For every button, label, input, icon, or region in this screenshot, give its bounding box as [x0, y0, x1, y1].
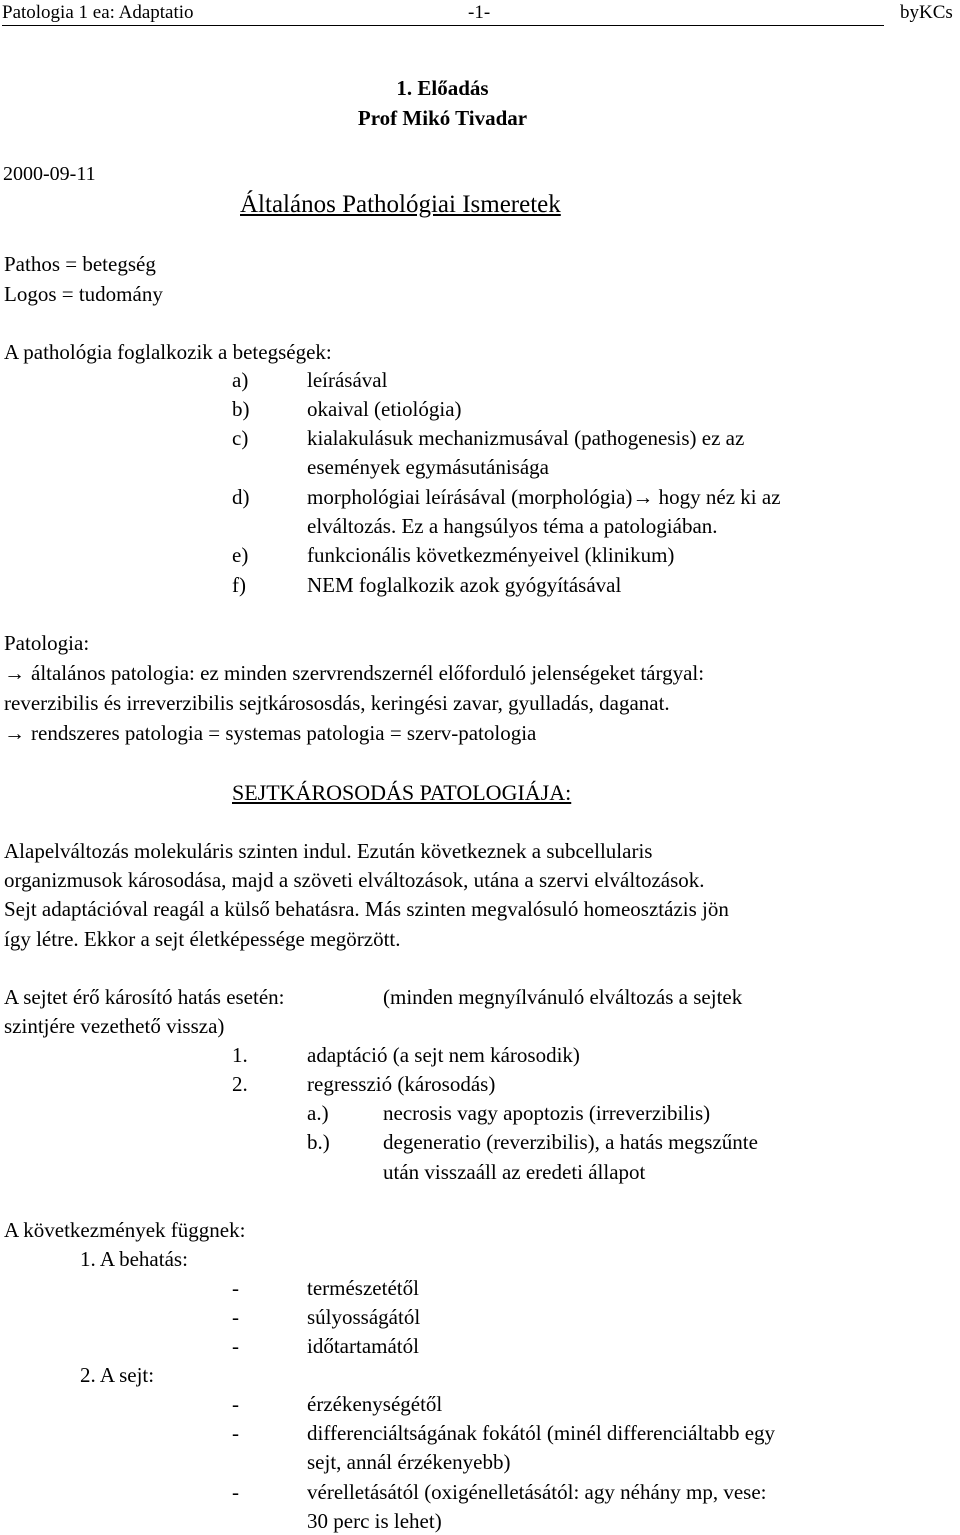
damage-label-2: 2.	[232, 1072, 248, 1096]
damage-item-adaptation: adaptáció (a sejt nem károsodik)	[307, 1043, 580, 1067]
list-item-d-line1: morphológiai leírásával (morphológia)→ hogy néz ki az	[307, 485, 781, 509]
list-item-b: okaival (etiológia)	[307, 397, 462, 421]
page-number: -1-	[468, 2, 491, 23]
group-label-sejt: 2. A sejt:	[80, 1363, 155, 1387]
general-pathology-line1	[4, 663, 704, 684]
general-pathology-text: általános patologia: ez minden szervrendszernél előforduló jelenségeket tárgyal:	[31, 661, 705, 685]
subitem-degeneratio-line1: degeneratio (reverzibilis), a hatás megszűnte	[383, 1130, 758, 1154]
page-title: Általános Pathológiai Ismeretek	[240, 191, 561, 218]
section-heading: SEJTKÁROSODÁS PATOLOGIÁJA:	[232, 780, 572, 805]
list-dash: -	[232, 1334, 239, 1358]
subitem-label-b: b.)	[307, 1130, 330, 1154]
consequence-item-line1: differenciáltságának fokától (minél differenciáltabb egy	[307, 1421, 776, 1445]
list-label-b: b)	[232, 397, 250, 421]
list-dash: -	[232, 1305, 239, 1329]
consequence-item: érzékenységétől	[307, 1392, 443, 1416]
header-right: byKCs	[900, 2, 953, 23]
header-left: Patologia 1 ea: Adaptatio	[2, 2, 194, 23]
damage-intro: A sejtet érő károsító hatás esetén:	[4, 985, 285, 1009]
list-item-a: leírásával	[307, 368, 388, 392]
group-label-behatas: 1. A behatás:	[80, 1247, 188, 1271]
consequence-item-line1: vérelletásától (oxigénelletásától: agy néhány mp, vese:	[307, 1480, 767, 1504]
damage-note-continuation: szintjére vezethető vissza)	[4, 1014, 225, 1038]
paragraph-line: így létre. Ekkor a sejt életképessége megörzött.	[4, 927, 401, 951]
list-item-f: NEM foglalkozik azok gyógyításával	[307, 573, 622, 597]
list-dash: -	[232, 1421, 239, 1445]
definition-pathos: Pathos = betegség	[4, 252, 156, 276]
header-rule	[2, 25, 884, 26]
list-item-c-line2: események egymásutánisága	[307, 455, 549, 479]
consequence-item: súlyosságától	[307, 1305, 421, 1329]
paragraph-line: Sejt adaptációval reagál a külső behatásra. Más szinten megvalósuló homeosztázis jön	[4, 897, 729, 921]
arrow-icon: →	[4, 661, 25, 685]
pathology-intro: A pathológia foglalkozik a betegségek:	[4, 340, 332, 364]
damage-label-1: 1.	[232, 1043, 248, 1067]
list-dash: -	[232, 1480, 239, 1504]
list-item-c-line1: kialakulásuk mechanizmusával (pathogenesis) ez az	[307, 426, 745, 450]
list-item-e: funkcionális következményeivel (klinikum)	[307, 543, 675, 567]
general-pathology-line2: reverzibilis és irreverzibilis sejtkárososdás, keringési zavar, gyulladás, daganat.	[4, 691, 670, 715]
paragraph-line: organizmusok károsodása, majd a szöveti elváltozások, utána a szervi elváltozások.	[4, 868, 705, 892]
consequence-item: természetétől	[307, 1276, 419, 1300]
definition-logos: Logos = tudomány	[4, 282, 163, 306]
arrow-icon: →	[4, 721, 25, 745]
paragraph-line: Alapelváltozás molekuláris szinten indul. Ezután következnek a subcellularis	[4, 839, 653, 863]
list-label-c: c)	[232, 426, 249, 450]
professor-name: Prof Mikó Tivadar	[357, 106, 528, 130]
damage-note: (minden megnyílvánuló elváltozás a sejtek	[383, 985, 743, 1009]
patologia-heading: Patologia:	[4, 631, 90, 655]
damage-item-regression: regresszió (károsodás)	[307, 1072, 496, 1096]
list-label-a: a)	[232, 368, 249, 392]
consequence-item-line2: 30 perc is lehet)	[307, 1509, 442, 1533]
list-item-d-line2: elváltozás. Ez a hangsúlyos téma a patologiában.	[307, 514, 718, 538]
subitem-label-a: a.)	[307, 1101, 329, 1125]
subitem-necrosis: necrosis vagy apoptozis (irreverzibilis)	[383, 1101, 711, 1125]
lecture-number: 1. Előadás	[396, 76, 489, 100]
subitem-degeneratio-line2: után visszaáll az eredeti állapot	[383, 1160, 646, 1184]
systemic-pathology-line	[4, 723, 536, 744]
consequence-item: időtartamától	[307, 1334, 419, 1358]
list-dash: -	[232, 1276, 239, 1300]
consequence-item-line2: sejt, annál érzékenyebb)	[307, 1450, 511, 1474]
list-label-f: f)	[232, 573, 246, 597]
lecture-date: 2000-09-11	[3, 163, 96, 185]
systemic-pathology-text: rendszeres patologia = systemas patologia = szerv-patologia	[31, 721, 537, 745]
list-dash: -	[232, 1392, 239, 1416]
list-label-e: e)	[232, 543, 249, 567]
consequences-intro: A következmények függnek:	[4, 1218, 246, 1242]
list-label-d: d)	[232, 485, 250, 509]
